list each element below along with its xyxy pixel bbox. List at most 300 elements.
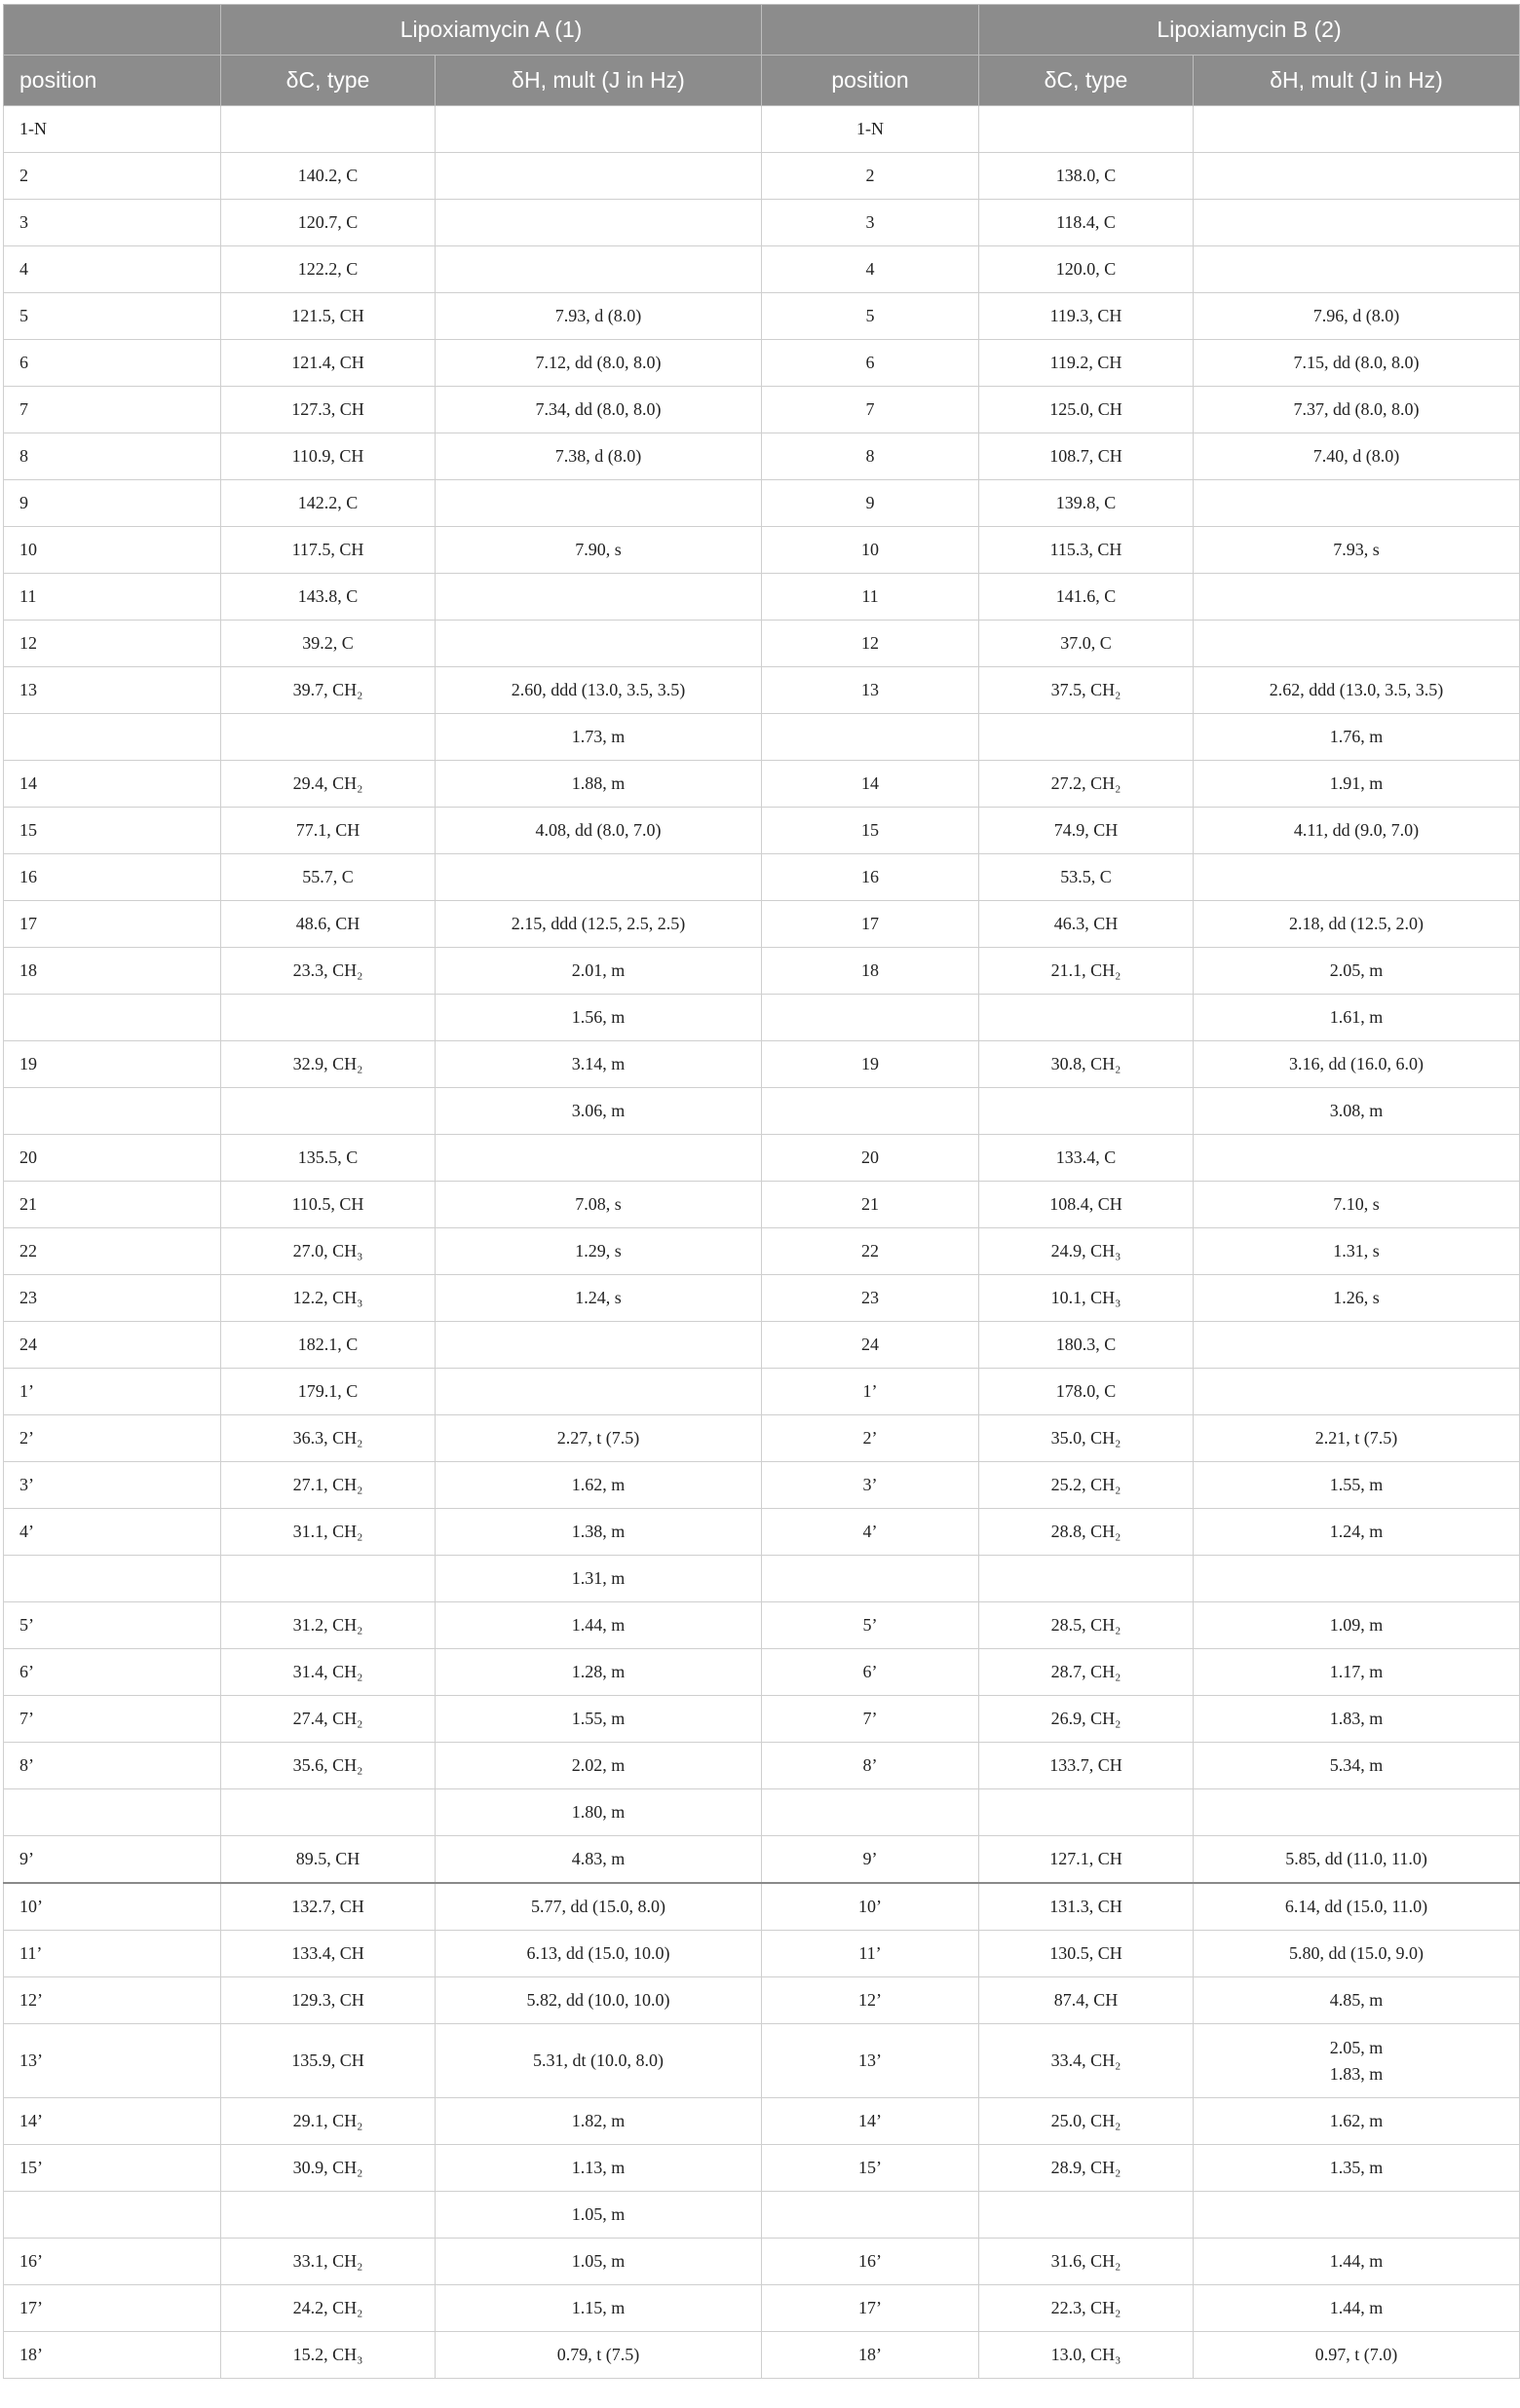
cell-position-b: 14 (762, 761, 979, 808)
cell-position-a: 10’ (4, 1883, 221, 1931)
cell-delta-c-b: 30.8, CH₂ (979, 1041, 1194, 1088)
cell-delta-c-b: 133.4, C (979, 1135, 1194, 1182)
cell-delta-c-b (979, 1556, 1194, 1602)
cell-delta-h-a: 1.05, m (436, 2239, 762, 2285)
cell-delta-h-b: 1.62, m (1194, 2098, 1520, 2145)
table-row (4, 1602, 1520, 1649)
table-row (4, 1931, 1520, 1977)
cell-position-b: 22 (762, 1228, 979, 1275)
cell-delta-c-a: 55.7, C (221, 854, 436, 901)
cell-position-b: 11’ (762, 1931, 979, 1977)
cell-position-a: 3’ (4, 1462, 221, 1509)
cell-position-a: 8 (4, 433, 221, 480)
cell-delta-c-a: 122.2, C (221, 246, 436, 293)
cell-position-b: 3’ (762, 1462, 979, 1509)
table-row (4, 246, 1520, 293)
cell-delta-h-a: 1.31, m (436, 1556, 762, 1602)
cell-delta-h-a: 2.15, ddd (12.5, 2.5, 2.5) (436, 901, 762, 948)
table-row (4, 1743, 1520, 1789)
cell-delta-h-b: 4.11, dd (9.0, 7.0) (1194, 808, 1520, 854)
table-row (4, 106, 1520, 153)
cell-delta-h-b (1194, 246, 1520, 293)
cell-delta-h-b (1194, 2192, 1520, 2239)
cell-delta-h-a: 7.93, d (8.0) (436, 293, 762, 340)
cell-delta-h-a (436, 854, 762, 901)
cell-delta-h-b: 7.93, s (1194, 527, 1520, 574)
cell-delta-c-b: 138.0, C (979, 153, 1194, 200)
cell-delta-h-a (436, 1369, 762, 1415)
cell-position-b: 5’ (762, 1602, 979, 1649)
cell-delta-h-a: 1.55, m (436, 1696, 762, 1743)
cell-position-b: 21 (762, 1182, 979, 1228)
cell-position-b: 13 (762, 667, 979, 714)
cell-position-b: 8 (762, 433, 979, 480)
cell-delta-c-a: 31.4, CH₂ (221, 1649, 436, 1696)
cell-delta-c-a: 32.9, CH₂ (221, 1041, 436, 1088)
cell-delta-h-a (436, 574, 762, 621)
table-row (4, 761, 1520, 808)
cell-delta-c-a: 27.1, CH₂ (221, 1462, 436, 1509)
table-row (4, 995, 1520, 1041)
column-header-row (4, 56, 1520, 106)
cell-position-a: 21 (4, 1182, 221, 1228)
table-row (4, 1182, 1520, 1228)
cell-position-b: 7’ (762, 1696, 979, 1743)
cell-delta-h-a (436, 246, 762, 293)
table-row (4, 1322, 1520, 1369)
cell-position-b (762, 1789, 979, 1836)
table-row (4, 1088, 1520, 1135)
cell-delta-c-a (221, 106, 436, 153)
table-row (4, 1462, 1520, 1509)
table-row (4, 2285, 1520, 2332)
cell-delta-c-b: 120.0, C (979, 246, 1194, 293)
cell-delta-h-a (436, 1135, 762, 1182)
cell-delta-h-b: 5.85, dd (11.0, 11.0) (1194, 1836, 1520, 1884)
cell-delta-c-b: 37.0, C (979, 621, 1194, 667)
table-row (4, 2192, 1520, 2239)
cell-position-a: 5 (4, 293, 221, 340)
cell-position-a: 13 (4, 667, 221, 714)
cell-delta-h-b: 2.21, t (7.5) (1194, 1415, 1520, 1462)
cell-position-a: 20 (4, 1135, 221, 1182)
cell-delta-h-a: 1.82, m (436, 2098, 762, 2145)
cell-position-b: 3 (762, 200, 979, 246)
cell-delta-c-a: 27.4, CH₂ (221, 1696, 436, 1743)
cell-delta-h-b: 1.83, m (1194, 1696, 1520, 1743)
cell-delta-c-b: 26.9, CH₂ (979, 1696, 1194, 1743)
cell-delta-c-a (221, 714, 436, 761)
cell-delta-c-a: 36.3, CH₂ (221, 1415, 436, 1462)
cell-delta-h-b: 1.44, m (1194, 2285, 1520, 2332)
cell-position-b (762, 995, 979, 1041)
cell-delta-c-b: 139.8, C (979, 480, 1194, 527)
cell-delta-c-b: 133.7, CH (979, 1743, 1194, 1789)
table-body (4, 106, 1520, 2379)
cell-position-b (762, 1556, 979, 1602)
table-row (4, 1415, 1520, 1462)
cell-delta-c-b: 27.2, CH₂ (979, 761, 1194, 808)
cell-delta-h-b (1194, 1322, 1520, 1369)
cell-delta-c-a: 31.1, CH₂ (221, 1509, 436, 1556)
cell-delta-h-a: 1.80, m (436, 1789, 762, 1836)
cell-position-a (4, 714, 221, 761)
cell-delta-h-b (1194, 1556, 1520, 1602)
cell-position-b: 15’ (762, 2145, 979, 2192)
cell-delta-c-b (979, 1088, 1194, 1135)
cell-delta-c-a: 77.1, CH (221, 808, 436, 854)
cell-delta-h-a: 3.14, m (436, 1041, 762, 1088)
cell-delta-h-b (1194, 1369, 1520, 1415)
cell-delta-c-b: 24.9, CH₃ (979, 1228, 1194, 1275)
cell-delta-h-b: 5.80, dd (15.0, 9.0) (1194, 1931, 1520, 1977)
cell-delta-h-b: 1.24, m (1194, 1509, 1520, 1556)
cell-delta-h-b: 3.08, m (1194, 1088, 1520, 1135)
column-header-delta-h: δH, mult (J in Hz) (1194, 56, 1520, 106)
cell-delta-c-b: 115.3, CH (979, 527, 1194, 574)
cell-delta-h-b: 1.76, m (1194, 714, 1520, 761)
cell-delta-c-b: 119.2, CH (979, 340, 1194, 387)
cell-position-a: 9’ (4, 1836, 221, 1884)
cell-position-b: 11 (762, 574, 979, 621)
cell-delta-c-b: 131.3, CH (979, 1883, 1194, 1931)
cell-position-a: 1’ (4, 1369, 221, 1415)
table-row (4, 667, 1520, 714)
cell-delta-c-a: 120.7, C (221, 200, 436, 246)
cell-position-a: 6’ (4, 1649, 221, 1696)
table-row (4, 527, 1520, 574)
cell-delta-h-a: 2.01, m (436, 948, 762, 995)
cell-delta-h-a: 2.60, ddd (13.0, 3.5, 3.5) (436, 667, 762, 714)
cell-position-a: 18 (4, 948, 221, 995)
column-header-delta-h: δH, mult (J in Hz) (436, 56, 762, 106)
cell-position-b: 8’ (762, 1743, 979, 1789)
table-row (4, 1228, 1520, 1275)
cell-delta-c-b: 35.0, CH₂ (979, 1415, 1194, 1462)
cell-position-a: 17’ (4, 2285, 221, 2332)
cell-delta-c-b: 28.7, CH₂ (979, 1649, 1194, 1696)
table-row (4, 1836, 1520, 1884)
table-row (4, 808, 1520, 854)
table-row (4, 948, 1520, 995)
cell-position-b: 5 (762, 293, 979, 340)
cell-position-a: 5’ (4, 1602, 221, 1649)
cell-position-b: 6 (762, 340, 979, 387)
cell-delta-h-b: 2.05, m 1.83, m (1194, 2024, 1520, 2098)
cell-position-b (762, 714, 979, 761)
cell-position-b: 20 (762, 1135, 979, 1182)
cell-position-a: 10 (4, 527, 221, 574)
cell-delta-c-a: 129.3, CH (221, 1977, 436, 2024)
table-row (4, 2145, 1520, 2192)
cell-position-b: 12 (762, 621, 979, 667)
table-row (4, 1041, 1520, 1088)
cell-position-b: 16 (762, 854, 979, 901)
cell-delta-c-a (221, 2192, 436, 2239)
cell-delta-h-a (436, 1322, 762, 1369)
cell-position-a: 2’ (4, 1415, 221, 1462)
column-header-position: position (4, 56, 221, 106)
cell-delta-c-b (979, 995, 1194, 1041)
cell-delta-c-b: 180.3, C (979, 1322, 1194, 1369)
cell-delta-h-a: 7.08, s (436, 1182, 762, 1228)
cell-position-a: 11 (4, 574, 221, 621)
cell-delta-c-a: 140.2, C (221, 153, 436, 200)
cell-position-a: 15’ (4, 2145, 221, 2192)
cell-delta-c-a (221, 1789, 436, 1836)
cell-position-b: 13’ (762, 2024, 979, 2098)
cell-delta-c-a: 15.2, CH₃ (221, 2332, 436, 2379)
table-row (4, 854, 1520, 901)
nmr-data-table (3, 4, 1520, 2379)
cell-delta-h-a: 1.05, m (436, 2192, 762, 2239)
cell-delta-h-a: 1.88, m (436, 761, 762, 808)
cell-delta-c-a (221, 1088, 436, 1135)
table-row (4, 2024, 1520, 2098)
cell-delta-c-a: 39.2, C (221, 621, 436, 667)
cell-position-b: 4 (762, 246, 979, 293)
cell-position-a: 19 (4, 1041, 221, 1088)
cell-delta-h-b: 7.10, s (1194, 1182, 1520, 1228)
cell-position-b (762, 1088, 979, 1135)
cell-delta-c-a: 135.9, CH (221, 2024, 436, 2098)
cell-delta-c-b: 53.5, C (979, 854, 1194, 901)
table-row (4, 1883, 1520, 1931)
cell-delta-c-b: 28.9, CH₂ (979, 2145, 1194, 2192)
cell-delta-h-b: 2.62, ddd (13.0, 3.5, 3.5) (1194, 667, 1520, 714)
cell-position-a: 17 (4, 901, 221, 948)
column-header-delta-c: δC, type (221, 56, 436, 106)
cell-delta-c-a: 142.2, C (221, 480, 436, 527)
cell-delta-h-b (1194, 153, 1520, 200)
cell-position-b: 15 (762, 808, 979, 854)
cell-delta-c-a: 29.4, CH₂ (221, 761, 436, 808)
cell-delta-h-b (1194, 200, 1520, 246)
cell-position-a: 22 (4, 1228, 221, 1275)
cell-delta-h-a: 1.62, m (436, 1462, 762, 1509)
cell-position-a: 16’ (4, 2239, 221, 2285)
cell-delta-c-a: 33.1, CH₂ (221, 2239, 436, 2285)
table-row (4, 2098, 1520, 2145)
cell-delta-h-b (1194, 1789, 1520, 1836)
cell-delta-c-a: 121.4, CH (221, 340, 436, 387)
cell-delta-h-a: 1.56, m (436, 995, 762, 1041)
cell-position-a: 8’ (4, 1743, 221, 1789)
cell-position-b: 24 (762, 1322, 979, 1369)
cell-delta-h-a: 5.31, dt (10.0, 8.0) (436, 2024, 762, 2098)
cell-delta-h-a (436, 621, 762, 667)
table-row (4, 1649, 1520, 1696)
cell-delta-c-a: 133.4, CH (221, 1931, 436, 1977)
cell-delta-h-a: 1.15, m (436, 2285, 762, 2332)
table-header (4, 5, 1520, 106)
cell-position-a: 16 (4, 854, 221, 901)
cell-delta-h-b (1194, 480, 1520, 527)
cell-position-a: 7 (4, 387, 221, 433)
cell-position-a: 1-N (4, 106, 221, 153)
cell-position-b: 2 (762, 153, 979, 200)
cell-delta-h-b: 1.35, m (1194, 2145, 1520, 2192)
cell-position-a: 14’ (4, 2098, 221, 2145)
cell-delta-c-a: 132.7, CH (221, 1883, 436, 1931)
cell-delta-c-a: 182.1, C (221, 1322, 436, 1369)
cell-position-a: 12 (4, 621, 221, 667)
cell-position-a: 23 (4, 1275, 221, 1322)
cell-delta-c-b: 28.5, CH₂ (979, 1602, 1194, 1649)
cell-delta-c-a: 135.5, C (221, 1135, 436, 1182)
cell-delta-c-a: 110.5, CH (221, 1182, 436, 1228)
cell-delta-c-a: 12.2, CH₃ (221, 1275, 436, 1322)
cell-delta-c-b: 119.3, CH (979, 293, 1194, 340)
cell-delta-h-b (1194, 854, 1520, 901)
cell-delta-c-b (979, 2192, 1194, 2239)
cell-delta-h-b: 7.15, dd (8.0, 8.0) (1194, 340, 1520, 387)
cell-delta-h-b: 0.97, t (7.0) (1194, 2332, 1520, 2379)
table-row (4, 2332, 1520, 2379)
cell-delta-c-b: 127.1, CH (979, 1836, 1194, 1884)
cell-delta-c-a: 24.2, CH₂ (221, 2285, 436, 2332)
cell-position-b: 14’ (762, 2098, 979, 2145)
group-header-compound-a: Lipoxiamycin A (1) (221, 5, 762, 56)
cell-position-b: 2’ (762, 1415, 979, 1462)
cell-delta-c-b (979, 106, 1194, 153)
cell-position-a: 14 (4, 761, 221, 808)
cell-delta-c-b: 178.0, C (979, 1369, 1194, 1415)
cell-delta-c-b: 141.6, C (979, 574, 1194, 621)
table-row (4, 293, 1520, 340)
cell-position-a: 11’ (4, 1931, 221, 1977)
cell-delta-c-a: 23.3, CH₂ (221, 948, 436, 995)
cell-delta-c-a: 127.3, CH (221, 387, 436, 433)
table-row (4, 1275, 1520, 1322)
cell-delta-c-a: 48.6, CH (221, 901, 436, 948)
table-row (4, 1135, 1520, 1182)
table-row (4, 1369, 1520, 1415)
cell-position-a: 3 (4, 200, 221, 246)
cell-delta-c-a: 179.1, C (221, 1369, 436, 1415)
cell-delta-c-b (979, 714, 1194, 761)
cell-delta-c-b (979, 1789, 1194, 1836)
group-header-row (4, 5, 1520, 56)
cell-position-a (4, 1556, 221, 1602)
table-row (4, 433, 1520, 480)
cell-delta-h-b: 1.26, s (1194, 1275, 1520, 1322)
cell-position-b: 18’ (762, 2332, 979, 2379)
cell-delta-h-a: 2.02, m (436, 1743, 762, 1789)
cell-delta-c-b: 87.4, CH (979, 1977, 1194, 2024)
cell-delta-c-b: 74.9, CH (979, 808, 1194, 854)
cell-position-b: 9 (762, 480, 979, 527)
cell-delta-h-a: 5.82, dd (10.0, 10.0) (436, 1977, 762, 2024)
table-row (4, 200, 1520, 246)
group-header-compound-b: Lipoxiamycin B (2) (979, 5, 1520, 56)
group-header-empty (762, 5, 979, 56)
cell-delta-c-a: 121.5, CH (221, 293, 436, 340)
cell-position-b: 18 (762, 948, 979, 995)
cell-position-b: 7 (762, 387, 979, 433)
cell-position-a: 15 (4, 808, 221, 854)
cell-delta-c-a (221, 1556, 436, 1602)
cell-position-b: 23 (762, 1275, 979, 1322)
cell-delta-h-b: 1.61, m (1194, 995, 1520, 1041)
cell-delta-h-b: 1.44, m (1194, 2239, 1520, 2285)
cell-delta-c-a: 30.9, CH₂ (221, 2145, 436, 2192)
cell-position-b: 10’ (762, 1883, 979, 1931)
cell-delta-c-a: 27.0, CH₃ (221, 1228, 436, 1275)
table-row (4, 1789, 1520, 1836)
cell-delta-h-a: 1.38, m (436, 1509, 762, 1556)
cell-position-a: 18’ (4, 2332, 221, 2379)
cell-position-a: 4’ (4, 1509, 221, 1556)
cell-delta-c-b: 130.5, CH (979, 1931, 1194, 1977)
cell-delta-c-b: 28.8, CH₂ (979, 1509, 1194, 1556)
cell-delta-h-a: 6.13, dd (15.0, 10.0) (436, 1931, 762, 1977)
cell-delta-c-b: 125.0, CH (979, 387, 1194, 433)
cell-delta-h-b: 1.91, m (1194, 761, 1520, 808)
cell-delta-h-a: 7.38, d (8.0) (436, 433, 762, 480)
cell-position-b: 17 (762, 901, 979, 948)
cell-delta-h-a: 2.27, t (7.5) (436, 1415, 762, 1462)
cell-position-b: 16’ (762, 2239, 979, 2285)
cell-position-a: 9 (4, 480, 221, 527)
table-row (4, 1696, 1520, 1743)
table-row (4, 387, 1520, 433)
cell-delta-h-a: 7.90, s (436, 527, 762, 574)
cell-position-b: 10 (762, 527, 979, 574)
cell-position-b: 4’ (762, 1509, 979, 1556)
cell-delta-c-a (221, 995, 436, 1041)
cell-delta-h-a: 4.08, dd (8.0, 7.0) (436, 808, 762, 854)
cell-delta-c-b: 25.2, CH₂ (979, 1462, 1194, 1509)
cell-delta-h-b: 2.05, m (1194, 948, 1520, 995)
cell-position-b: 9’ (762, 1836, 979, 1884)
cell-delta-h-b: 1.17, m (1194, 1649, 1520, 1696)
cell-delta-c-a: 117.5, CH (221, 527, 436, 574)
cell-delta-c-b: 10.1, CH₃ (979, 1275, 1194, 1322)
cell-delta-h-a: 1.29, s (436, 1228, 762, 1275)
cell-position-b: 6’ (762, 1649, 979, 1696)
cell-delta-c-b: 25.0, CH₂ (979, 2098, 1194, 2145)
cell-delta-h-a: 1.13, m (436, 2145, 762, 2192)
cell-position-b: 1-N (762, 106, 979, 153)
cell-delta-h-a (436, 480, 762, 527)
cell-delta-h-a: 1.24, s (436, 1275, 762, 1322)
cell-delta-c-b: 108.7, CH (979, 433, 1194, 480)
table-row (4, 480, 1520, 527)
table-row (4, 1556, 1520, 1602)
cell-delta-c-b: 33.4, CH₂ (979, 2024, 1194, 2098)
cell-delta-c-a: 110.9, CH (221, 433, 436, 480)
table-row (4, 1509, 1520, 1556)
cell-delta-c-a: 29.1, CH₂ (221, 2098, 436, 2145)
cell-delta-h-a (436, 153, 762, 200)
cell-delta-h-a: 1.44, m (436, 1602, 762, 1649)
cell-position-a: 6 (4, 340, 221, 387)
cell-delta-c-b: 37.5, CH₂ (979, 667, 1194, 714)
cell-delta-h-a: 5.77, dd (15.0, 8.0) (436, 1883, 762, 1931)
cell-delta-h-b: 1.09, m (1194, 1602, 1520, 1649)
cell-position-a: 7’ (4, 1696, 221, 1743)
cell-delta-h-b: 1.31, s (1194, 1228, 1520, 1275)
cell-delta-c-b: 22.3, CH₂ (979, 2285, 1194, 2332)
cell-delta-c-a: 35.6, CH₂ (221, 1743, 436, 1789)
cell-delta-h-b (1194, 1135, 1520, 1182)
cell-position-b: 17’ (762, 2285, 979, 2332)
cell-delta-h-b: 2.18, dd (12.5, 2.0) (1194, 901, 1520, 948)
cell-position-a (4, 1789, 221, 1836)
group-header-empty (4, 5, 221, 56)
cell-delta-h-a: 0.79, t (7.5) (436, 2332, 762, 2379)
